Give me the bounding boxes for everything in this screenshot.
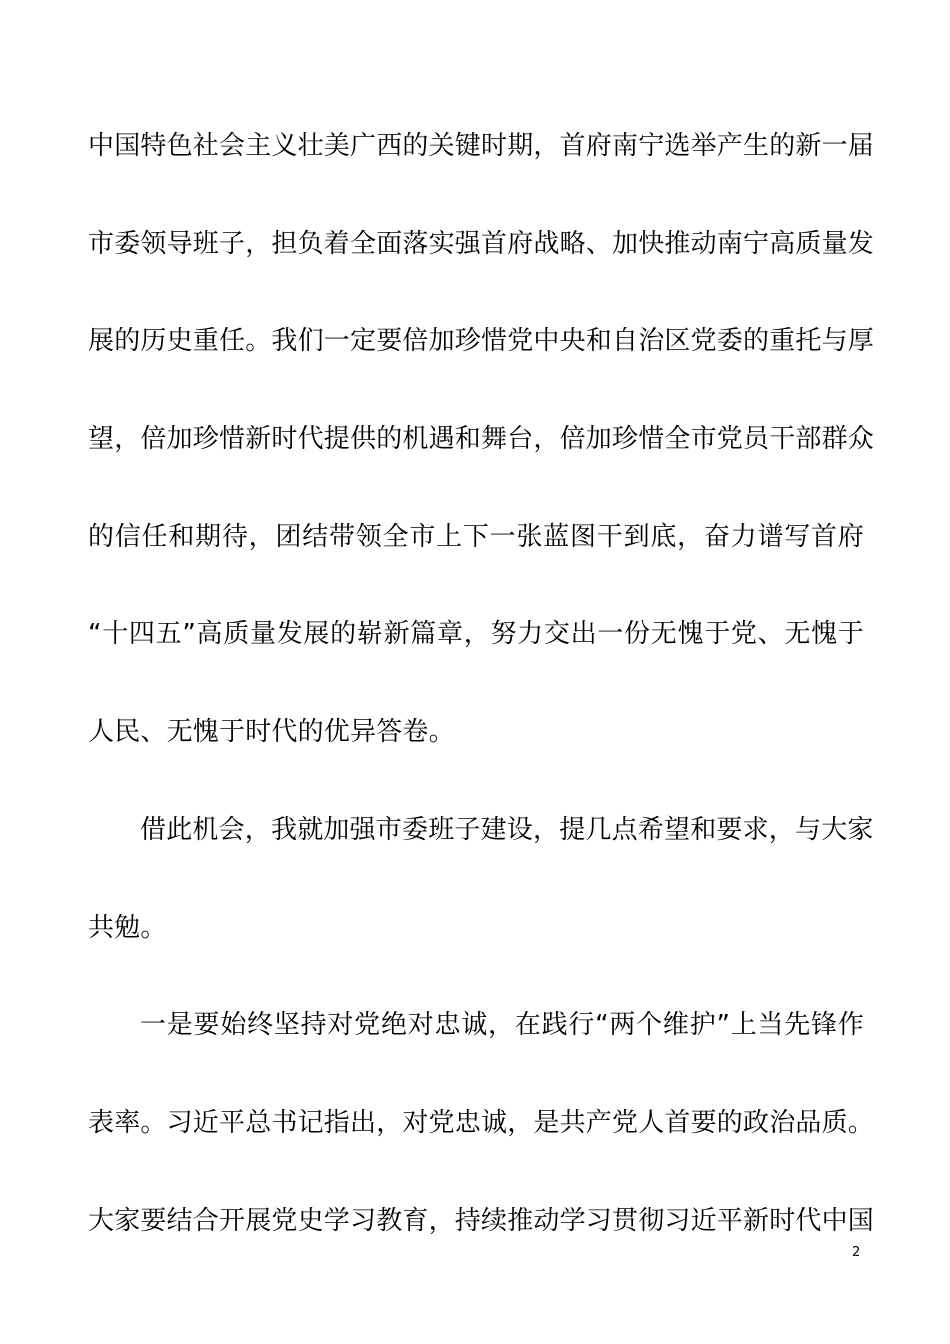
body-text xyxy=(88,118,875,1290)
text-line-9: 共勉。 xyxy=(88,912,167,943)
text-line-5: 的信任和期待，团结带领全市上下一张蓝图干到底，奋力谱写首府 xyxy=(88,521,864,552)
text-line-8: 借此机会，我就加强市委班子建设，提几点希望和要求，与大家 xyxy=(140,814,874,845)
text-line-12: 大家要结合开展党史学习教育，持续推动学习贯彻习近平新时代中国 xyxy=(88,1205,875,1236)
text-line-6: “十四五”高质量发展的崭新篇章，努力交出一份无愧于党、无愧于 xyxy=(88,619,864,650)
text-line-3: 展的历史重任。我们一定要倍加珍惜党中央和自治区党委的重托与厚 xyxy=(88,326,875,357)
text-line-10: 一是要始终坚持对党绝对忠诚，在践行“两个维护”上当先锋作 xyxy=(140,1010,864,1041)
page-number: 2 xyxy=(852,1245,861,1260)
text-line-2: 市委领导班子，担负着全面落实强首府战略、加快推动南宁高质量发 xyxy=(88,228,875,259)
text-line-4: 望，倍加珍惜新时代提供的机遇和舞台，倍加珍惜全市党员干部群众 xyxy=(88,424,875,455)
text-line-11: 表率。习近平总书记指出，对党忠诚，是共产党人首要的政治品质。 xyxy=(88,1107,875,1138)
text-line-1: 中国特色社会主义壮美广西的关键时期，首府南宁选举产生的新一届 xyxy=(88,131,875,161)
text-line-7: 人民、无愧于时代的优异答卷。 xyxy=(88,717,455,748)
